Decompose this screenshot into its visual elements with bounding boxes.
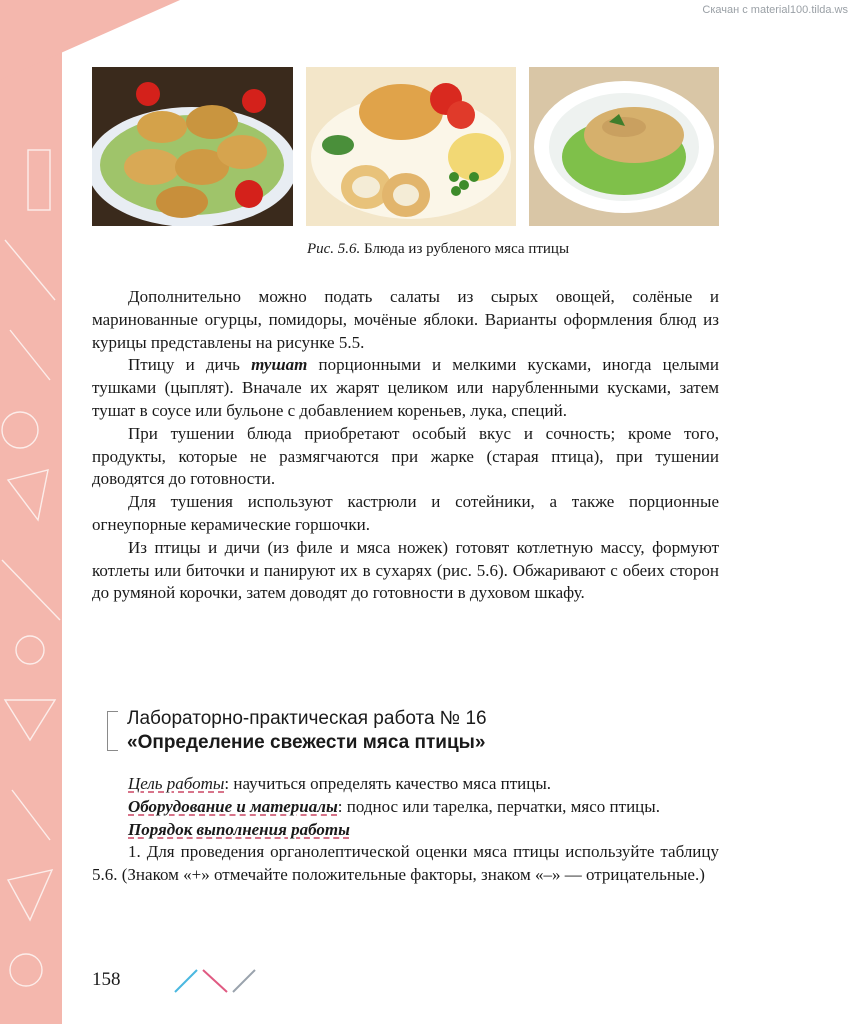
paragraph-part: порционными и мелкими кусками, иногда целыми тушками (цыплят). Вначале их жарят целиком или нарубленными кусками, затем тушат в соусе или бульоне с добавлением кореньев, лука, специй.: [92, 355, 719, 420]
equipment-label: Оборудование и материалы: [128, 796, 338, 816]
paragraph: Для тушения используют кастрюли и сотейники, а также порционные огнеупорные керамические горшочки.: [92, 492, 719, 534]
lab-heading: [127, 707, 487, 755]
lab-title: Лабораторно-практическая работа № 16: [127, 708, 487, 729]
figure-label: Рис. 5.6.: [306, 241, 361, 257]
figure-caption: [0, 241, 856, 258]
lab-subtitle: «Определение свежести мяса птицы»: [127, 732, 486, 753]
photo-stuffed-cutlet-plate: [306, 67, 516, 226]
paragraph: Дополнительно можно подать салаты из сырых овощей, солёные и маринованные огурцы, помидоры, мочёные яблоки. Варианты оформления блюд из курицы представлены на рисунке 5.5.: [92, 287, 719, 352]
lab-procedure: [92, 819, 719, 842]
paragraph-part: Птицу и дичь: [128, 355, 252, 375]
lab-equipment: [92, 796, 719, 819]
lab-text: [92, 773, 719, 887]
body-text: [92, 286, 719, 605]
goal-text: : научиться определять качество мяса птицы.: [224, 774, 552, 793]
lab-goal: [92, 773, 719, 796]
paragraph: [92, 354, 719, 422]
term-emphasis: тушат: [251, 355, 308, 375]
food-photo-icon: [529, 67, 719, 226]
lab-title-bracket: [107, 711, 118, 751]
band-pattern: [0, 0, 62, 1024]
figure-title: Блюда из рубленого мяса птицы: [364, 241, 570, 257]
download-note: Скачан с material100.tilda.ws: [702, 4, 848, 16]
photo-cutlets-platter: [92, 67, 293, 226]
goal-label: Цель работы: [128, 774, 225, 793]
page-number: 158: [92, 969, 121, 990]
paragraph: Из птицы и дичи (из филе и мяса ножек) готовят котлетную массу, формуют котлеты или биточки и панируют их в сухарях (рис. 5.6). Обжаривают с обеих сторон до румяной корочки, затем доводят до готовности в духовом шкафу.: [92, 537, 719, 603]
photo-chicken-on-lettuce: [529, 67, 719, 226]
lab-step-1: 1. Для проведения органолептической оценки мяса птицы используйте таблицу 5.6. (Знаком «+» отмечайте положительные факторы, знаком «–» — отрицательные.): [92, 842, 719, 885]
decorative-lines: [173, 966, 263, 996]
equipment-text: : поднос или тарелка, перчатки, мясо птицы.: [337, 796, 660, 816]
paragraph: При тушении блюда приобретают особый вкус и сочность; кроме того, продукты, которые не размягчаются при жарке (старая птица), при тушении доводятся до готовности.: [92, 423, 719, 489]
food-photo-icon: [306, 67, 516, 226]
procedure-label: Порядок выполнения работы: [128, 819, 350, 839]
food-photo-icon: [92, 67, 293, 226]
